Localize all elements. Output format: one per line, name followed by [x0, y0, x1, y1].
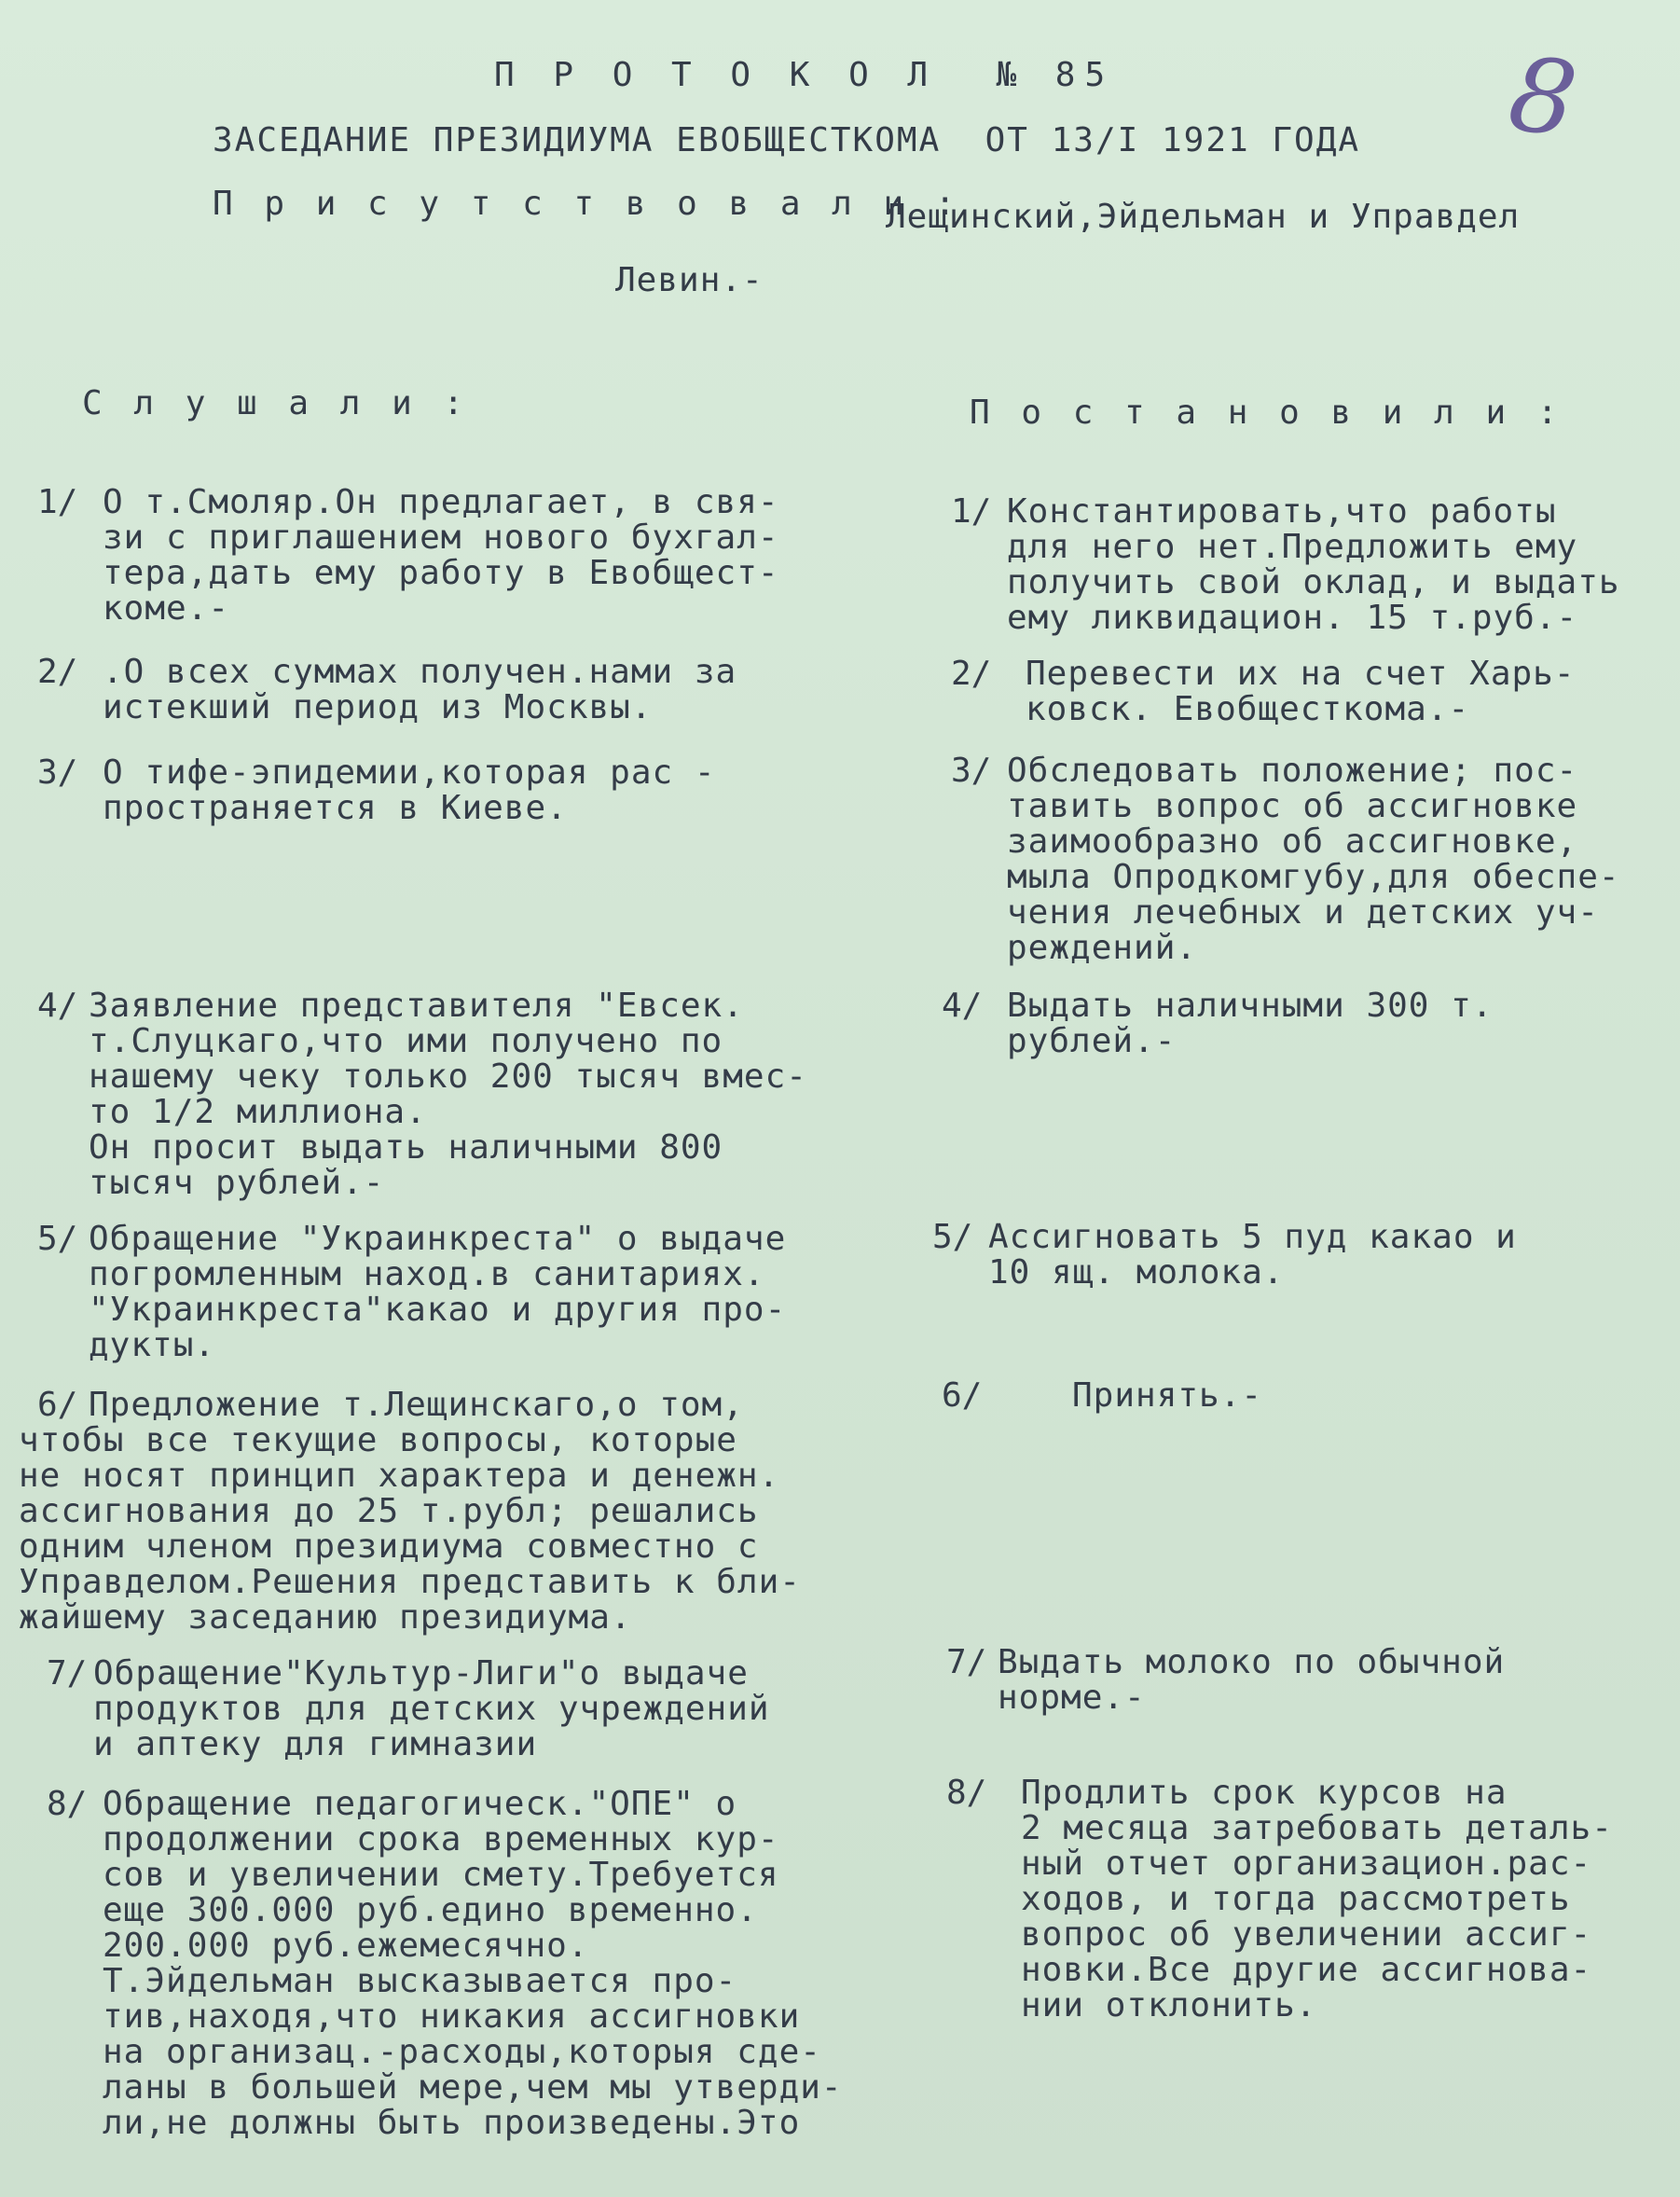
present-names-cont: Левин.- — [615, 261, 764, 299]
resolved-heading: П о с т а н о в и л и : — [970, 394, 1563, 432]
item-5-heard: Обращение "Украинкреста" о выдаче погромленным наход.в санитариях. "Украинкреста"какао и другия про- дукты. — [89, 1220, 787, 1364]
item-3-heard: О тифе-эпидемии,которая рас - пространяется в Киеве. — [103, 753, 716, 827]
item-4-number: 4/ — [37, 987, 78, 1025]
meeting-subtitle: ЗАСЕДАНИЕ ПРЕЗИДИУМА ЕВОБЩЕСТКОМА ОТ 13/I 1921 ГОДА — [213, 121, 1361, 159]
item-6-heard: Предложение т.Лещинскаго,о том, чтобы все текущие вопросы, которые не носят принцип характера и денежн. ассигнования до 25 т.рубл; решались одним членом президиума совместно с Управделом.Решения представить к бли- жайшему заседанию президиума. — [19, 1386, 801, 1637]
item-5-number-right: 5/ — [932, 1218, 973, 1256]
item-5-resolved: Ассигновать 5 пуд какао и 10 ящ. молока. — [988, 1218, 1517, 1292]
item-4-resolved: Выдать наличными 300 т. рублей.- — [1007, 987, 1494, 1060]
item-1-resolved: Константировать,что работы для него нет.Предложить ему получить свой оклад, и выдать ему ликвидацион. 15 т.руб.- — [1007, 492, 1620, 637]
item-1-heard: О т.Смоляр.Он предлагает, в свя- зи с приглашением нового бухгал- тера,дать ему работу в Евобщест- коме.- — [103, 483, 779, 628]
item-7-heard: Обращение"Культур-Лиги"о выдаче продуктов для детских учреждений и аптеку для гимназии — [93, 1654, 770, 1763]
item-4-number-right: 4/ — [942, 987, 983, 1025]
item-2-heard: .О всех суммах получен.нами за истекший период из Москвы. — [103, 653, 737, 726]
item-3-number-right: 3/ — [951, 752, 992, 790]
item-3-resolved: Обследовать положение; пос- тавить вопрос об ассигновке заимообразно об ассигновке, мыла Опродкомгубу,для обеспе- чения лечебных и детских уч- реждений. — [1007, 752, 1620, 967]
folio-number: 8 — [1502, 33, 1584, 161]
item-8-resolved: Продлить срок курсов на 2 месяца затребовать деталь- ный отчет организацион.рас- ходов, и тогда рассмотреть вопрос об увеличении ассиг- новки.Все другие ассигнова- нии отклонить. — [1021, 1774, 1613, 2024]
item-2-number: 2/ — [37, 653, 78, 691]
item-2-resolved: Перевести их на счет Харь- ковск. Евобщесткома.- — [1026, 655, 1576, 728]
item-8-heard: Обращение педагогическ."ОПЕ" о продолжении срока временных кур- сов и увеличении смету.Требуется еще 300.000 руб.едино временно. 200.000 руб.ежемесячно. Т.Эйдельман высказывается про- тив,находя,что никакия ассигновки на организац.-расходы,которыя сде- ланы в большей мере,чем мы утверди- ли,не должны быть произведены.Это — [103, 1785, 843, 2142]
protocol-title: П Р О Т О К О Л № 85 — [494, 56, 1115, 94]
item-4-heard: Заявление представителя "Евсек. т.Слуцкаго,что ими получено по нашему чеку только 200 тысяч вмес- то 1/2 миллиона. Он просит выдать наличными 800 тысяч рублей.- — [89, 987, 807, 1202]
item-6-number-right: 6/ — [942, 1376, 983, 1415]
item-8-number-right: 8/ — [946, 1774, 987, 1812]
item-6-resolved: Принять.- — [1072, 1376, 1263, 1415]
item-6-number: 6/ — [37, 1386, 78, 1424]
heard-heading: С л у ш а л и : — [82, 384, 470, 422]
item-2-number-right: 2/ — [951, 655, 992, 693]
item-7-resolved: Выдать молоко по обычной норме.- — [998, 1643, 1506, 1717]
item-1-number-right: 1/ — [951, 492, 992, 531]
item-8-number: 8/ — [47, 1785, 88, 1823]
item-3-number: 3/ — [37, 753, 78, 792]
present-names: Лещинский,Эйдельман и Управдел — [886, 198, 1521, 236]
item-7-number-right: 7/ — [946, 1643, 987, 1681]
present-label: П р и с у т с т в о в а л и : — [213, 185, 961, 223]
item-7-number: 7/ — [47, 1654, 88, 1693]
item-5-number: 5/ — [37, 1220, 78, 1258]
item-1-number: 1/ — [37, 483, 78, 521]
